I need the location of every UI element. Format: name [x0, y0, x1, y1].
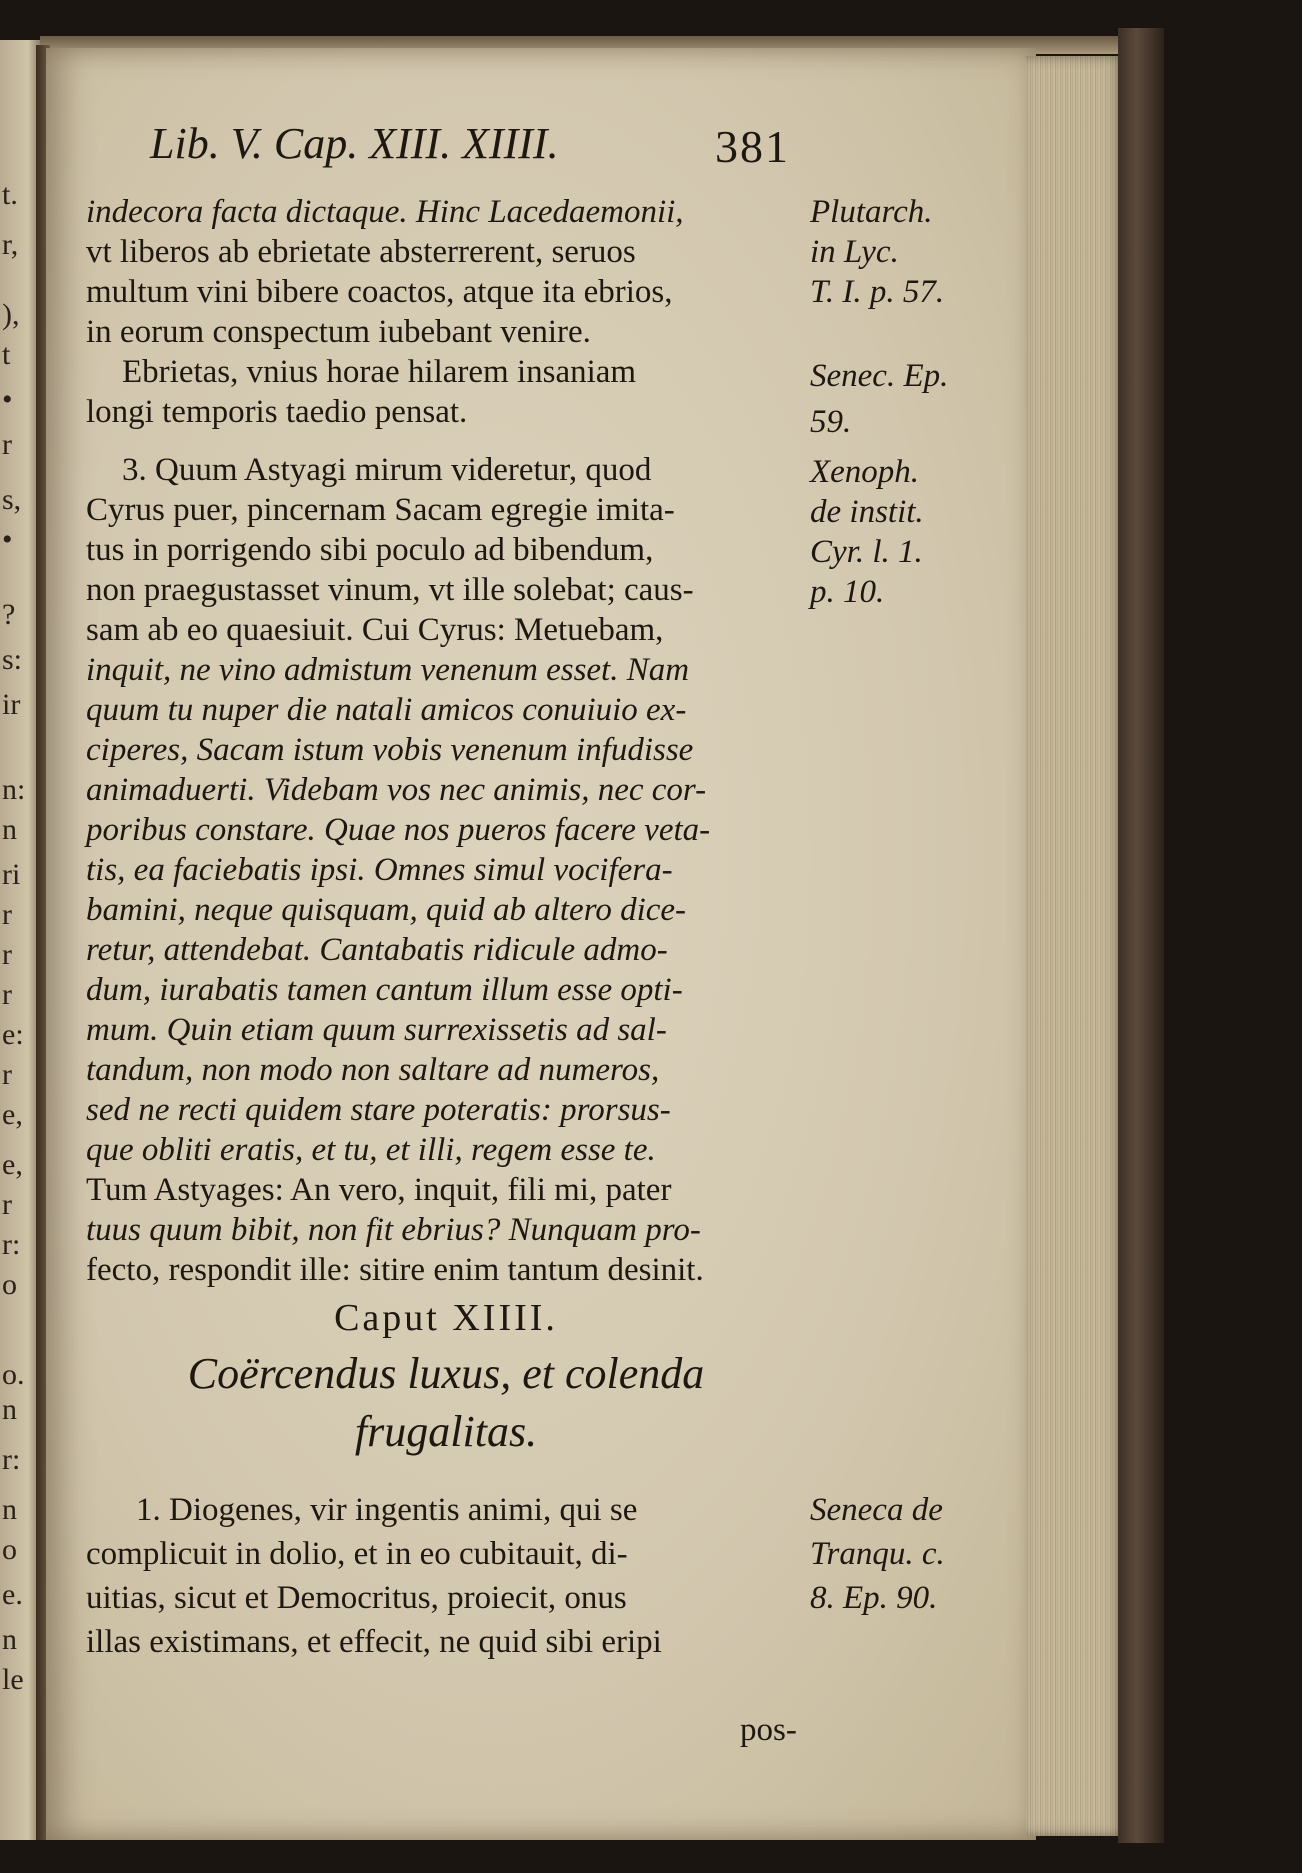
running-header: [150, 118, 790, 178]
facing-fragment: •: [2, 383, 13, 416]
facing-fragment: n:: [2, 773, 26, 806]
body-line: in eorum conspectum iubebant venire.: [86, 314, 591, 350]
facing-fragment: •: [2, 523, 13, 556]
margin-note: T. I. p. 57.: [810, 274, 945, 310]
facing-fragment: r: [2, 428, 12, 461]
body-line: poribus constare. Quae nos pueros facere veta-: [86, 812, 711, 848]
body-line: inquit, ne vino admistum venenum esset. Nam: [86, 652, 690, 688]
body-line: que obliti eratis, et tu, et illi, regem esse te.: [86, 1132, 656, 1168]
facing-fragment: o: [2, 1533, 17, 1566]
margin-note: de instit.: [810, 494, 924, 530]
facing-fragment: n: [2, 1393, 17, 1426]
body-line: retur, attendebat. Cantabatis ridicule admo-: [86, 932, 668, 968]
facing-fragment: o.: [2, 1358, 25, 1391]
margin-note: in Lyc.: [810, 234, 899, 270]
body-line: ciperes, Sacam istum vobis venenum infudisse: [86, 732, 694, 768]
body-line: tis, ea faciebatis ipsi. Omnes simul vocifera-: [86, 852, 673, 888]
facing-fragment: ri: [2, 858, 21, 891]
catchword: pos-: [740, 1712, 797, 1748]
body-line: uitias, sicut et Democritus, proiecit, onus: [86, 1580, 627, 1616]
facing-fragment: n: [2, 813, 17, 846]
facing-fragment: e.: [2, 1578, 23, 1611]
facing-fragment: ),: [2, 298, 20, 331]
body-line: sam ab eo quaesiuit. Cui Cyrus: Metuebam,: [86, 612, 664, 648]
chapter-title: Coërcendus luxus, et colenda: [187, 1349, 705, 1398]
body-line: bamini, neque quisquam, quid ab altero dice-: [86, 892, 687, 928]
body-line: non praegustasset vinum, vt ille solebat; caus-: [86, 572, 694, 608]
chapter-heading: Caput XIIII.: [334, 1297, 558, 1339]
facing-fragment: r: [2, 1188, 12, 1221]
facing-fragment: r:: [2, 1443, 21, 1476]
facing-fragment: r: [2, 978, 12, 1011]
margin-note: Cyr. l. 1.: [810, 534, 923, 570]
body-line: indecora facta dictaque. Hinc Lacedaemonii,: [86, 194, 684, 230]
body-line: tandum, non modo non saltare ad numeros,: [86, 1052, 660, 1088]
margin-note: Plutarch.: [810, 194, 933, 230]
running-title: Lib. V. Cap. XIII. XIIII.: [150, 119, 559, 168]
facing-fragment: le: [2, 1663, 24, 1696]
body-line: sed ne recti quidem stare poteratis: prorsus-: [86, 1092, 671, 1128]
facing-fragment: n: [2, 1493, 17, 1526]
facing-fragment: t.: [2, 178, 18, 211]
body-line: 3. Quum Astyagi mirum videretur, quod: [122, 452, 652, 488]
body-line: mum. Quin etiam quum surrexissetis ad sal-: [86, 1012, 667, 1048]
facing-fragment: e,: [2, 1148, 23, 1181]
facing-fragment: r:: [2, 1228, 21, 1261]
facing-fragment: r,: [2, 228, 19, 261]
body-line: Tum Astyages: An vero, inquit, fili mi, pater: [86, 1172, 672, 1208]
facing-fragment: e:: [2, 1018, 24, 1051]
facing-fragment: e,: [2, 1098, 23, 1131]
margin-note: p. 10.: [810, 574, 885, 610]
facing-fragment: r: [2, 1058, 12, 1091]
body-line: illas existimans, et effecit, ne quid sibi eripi: [86, 1624, 662, 1660]
body-line: complicuit in dolio, et in eo cubitauit, di-: [86, 1536, 628, 1572]
body-line: animaduerti. Videbam vos nec animis, nec cor-: [86, 772, 707, 808]
margin-note: Seneca de: [810, 1492, 943, 1528]
facing-fragment: o: [2, 1268, 17, 1301]
body-line: Ebrietas, vnius horae hilarem insaniam: [122, 354, 637, 390]
margin-note: 59.: [810, 404, 852, 440]
body-line: multum vini bibere coactos, atque ita ebrios,: [86, 274, 673, 310]
chapter-title: frugalitas.: [354, 1407, 538, 1456]
margin-note: Xenoph.: [810, 454, 920, 490]
facing-fragment: ?: [2, 598, 16, 631]
body-line: Cyrus puer, pincernam Sacam egregie imita-: [86, 492, 675, 528]
facing-fragment: r: [2, 938, 12, 971]
facing-fragment: s:: [2, 643, 23, 676]
body-line: vt liberos ab ebrietate absterrerent, seruos: [86, 234, 636, 270]
body-line: tus in porrigendo sibi poculo ad bibendum,: [86, 532, 654, 568]
margin-note: Tranqu. c.: [810, 1536, 945, 1572]
facing-fragment: r: [2, 898, 12, 931]
facing-fragment: ir: [2, 688, 21, 721]
facing-fragment: s,: [2, 483, 22, 516]
body-line: longi temporis taedio pensat.: [86, 394, 468, 430]
body-line: quum tu nuper die natali amicos conuiuio ex-: [86, 692, 687, 728]
margin-note: Senec. Ep.: [810, 358, 949, 394]
body-line: 1. Diogenes, vir ingentis animi, qui se: [136, 1492, 638, 1528]
body-line: fecto, respondit ille: sitire enim tantum desinit.: [86, 1252, 704, 1288]
facing-fragment: t: [2, 338, 11, 371]
body-line: tuus quum bibit, non fit ebrius? Nunquam pro-: [86, 1212, 701, 1248]
body-line: dum, iurabatis tamen cantum illum esse opti-: [86, 972, 683, 1008]
page-number: 381: [715, 121, 790, 172]
facing-fragment: n: [2, 1623, 17, 1656]
margin-note: 8. Ep. 90.: [810, 1580, 938, 1616]
